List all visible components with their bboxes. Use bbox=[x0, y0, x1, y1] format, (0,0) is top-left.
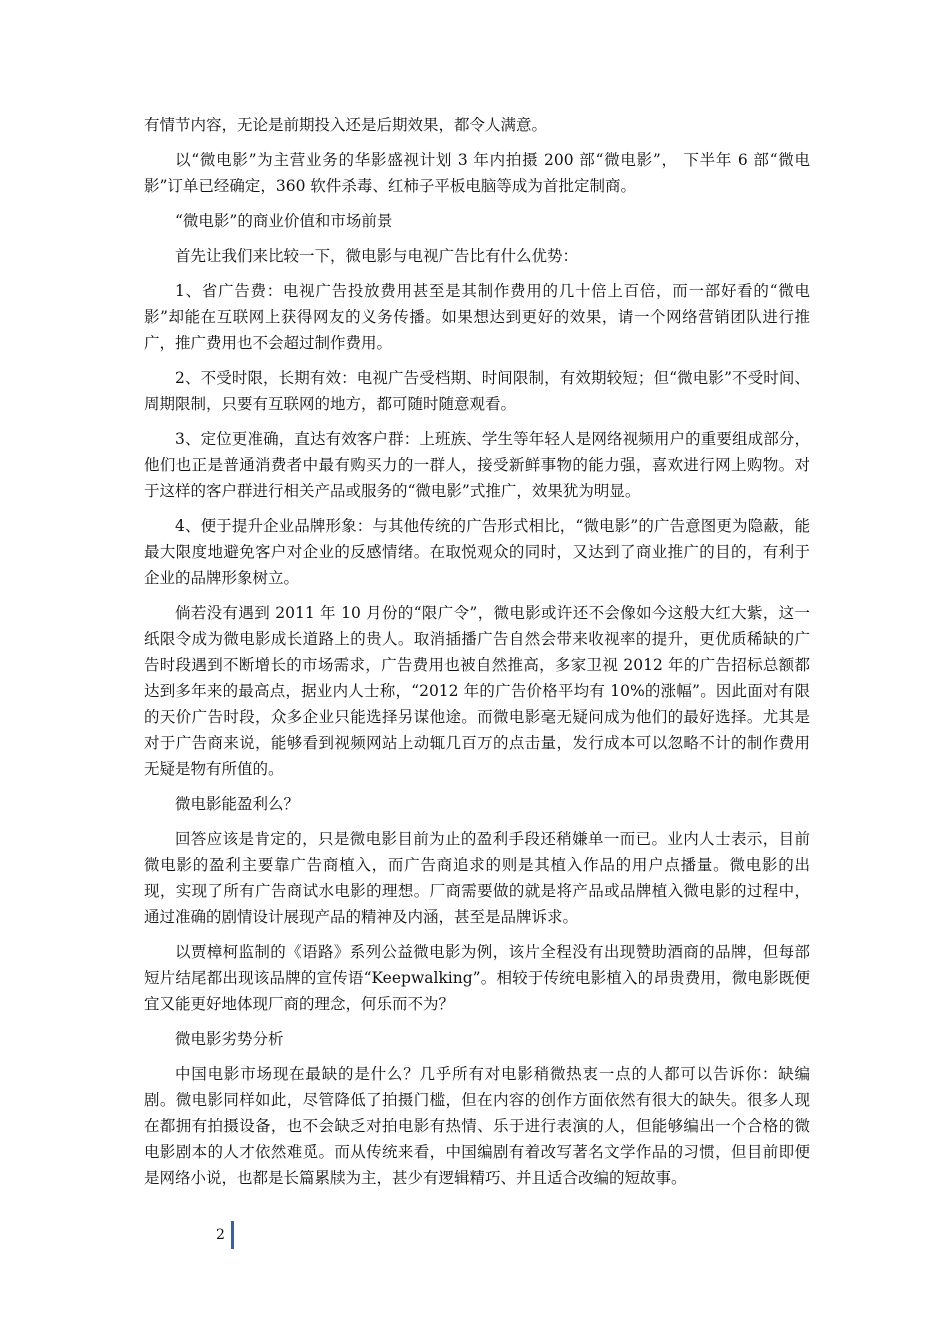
list-item-advantage-1: 1、省广告费：电视广告投放费用甚至是其制作费用的几十倍上百倍，而一部好看的“微电影”却能在互联网上获得网友的义务传播。如果想达到更好的效果，请一个网络营销团队进行推广，推广费用也不会超过制作费用。 bbox=[144, 282, 810, 352]
paragraph-yulu-example: 以贾樟柯监制的《语路》系列公益微电影为例，该片全程没有出现赞助酒商的品牌，但每部短片结尾都出现该品牌的宣传语“Keepwalking”。相较于传统电影植入的昂贵费用，微电影既便宜又能更好地体现厂商的理念，何乐而不为？ bbox=[144, 943, 810, 1013]
section-heading-disadvantages: 微电影劣势分析 bbox=[175, 1030, 284, 1048]
section-heading-commercial-value: “微电影”的商业价值和市场前景 bbox=[175, 212, 393, 230]
document-body bbox=[144, 112, 810, 1200]
paragraph-continuation: 有情节内容，无论是前期投入还是后期效果，都令人满意。 bbox=[144, 116, 548, 134]
paragraph-comparison-intro: 首先让我们来比较一下，微电影与电视广告比有什么优势： bbox=[175, 247, 579, 265]
list-item-advantage-3: 3、定位更准确，直达有效客户群：上班族、学生等年轻人是网络视频用户的重要组成部分，他们也正是普通消费者中最有购买力的一群人，接受新鲜事物的能力强，喜欢进行网上购物。对于这样的客户群进行相关产品或服务的“微电影”式推广，效果犹为明显。 bbox=[144, 430, 810, 500]
section-heading-profitability: 微电影能盈利么？ bbox=[175, 795, 300, 813]
paragraph-screenwriter-shortage: 中国电影市场现在最缺的是什么？几乎所有对电影稍微热衷一点的人都可以告诉你：缺编剧。微电影同样如此，尽管降低了拍摄门槛，但在内容的创作方面依然有很大的缺失。很多人现在都拥有拍摄设备，也不会缺乏对拍电影有热情、乐于进行表演的人，但能够编出一个合格的微电影剧本的人才依然难觅。而从传统来看，中国编剧有着改写著名文学作品的习惯，但目前即便是网络小说，也都是长篇累牍为主，甚少有逻辑精巧、并且适合改编的短故事。 bbox=[144, 1065, 810, 1187]
paragraph-profit-answer: 回答应该是肯定的，只是微电影目前为止的盈利手段还稍嫌单一而已。业内人士表示，目前微电影的盈利主要靠广告商植入，而广告商追求的则是其植入作品的用户点播量。微电影的出现，实现了所有广告商试水电影的理想。厂商需要做的就是将产品或品牌植入微电影的过程中，通过准确的剧情设计展现产品的精神及内涵，甚至是品牌诉求。 bbox=[144, 830, 810, 926]
list-item-advantage-2: 2、不受时限，长期有效：电视广告受档期、时间限制，有效期较短；但“微电影”不受时间、周期限制，只要有互联网的地方，都可随时随意观看。 bbox=[144, 369, 810, 413]
list-item-advantage-4: 4、便于提升企业品牌形象：与其他传统的广告形式相比，“微电影”的广告意图更为隐蔽，能最大限度地避免客户对企业的反感情绪。在取悦观众的同时，又达到了商业推广的目的，有利于企业的品牌形象树立。 bbox=[144, 517, 810, 587]
page-footer bbox=[216, 1220, 234, 1250]
paragraph-huaying-plan: 以“微电影”为主营业务的华影盛视计划 3 年内拍摄 200 部“微电影”， 下半年 6 部“微电影”订单已经确定，360 软件杀毒、红柿子平板电脑等成为首批定制商。 bbox=[144, 151, 810, 195]
footer-divider bbox=[231, 1221, 234, 1249]
paragraph-ad-limit-order: 倘若没有遇到 2011 年 10 月份的“限广令”，微电影或许还不会像如今这般大红大紫，这一纸限令成为微电影成长道路上的贵人。取消插播广告自然会带来收视率的提升，更优质稀缺的广告时段遇到不断增长的市场需求，广告费用也被自然推高，多家卫视 2012 年的广告招标总额都达到多年来的最高点，据业内人士称，“2012 年的广告价格平均有 10%的涨幅”。因此面对有限的天价广告时段，众多企业只能选择另谋他途。而微电影毫无疑问成为他们的最好选择。尤其是对于广告商来说，能够看到视频网站上动辄几百万的点击量，发行成本可以忽略不计的制作费用无疑是物有所值的。 bbox=[144, 604, 810, 778]
page-number: 2 bbox=[216, 1227, 225, 1243]
